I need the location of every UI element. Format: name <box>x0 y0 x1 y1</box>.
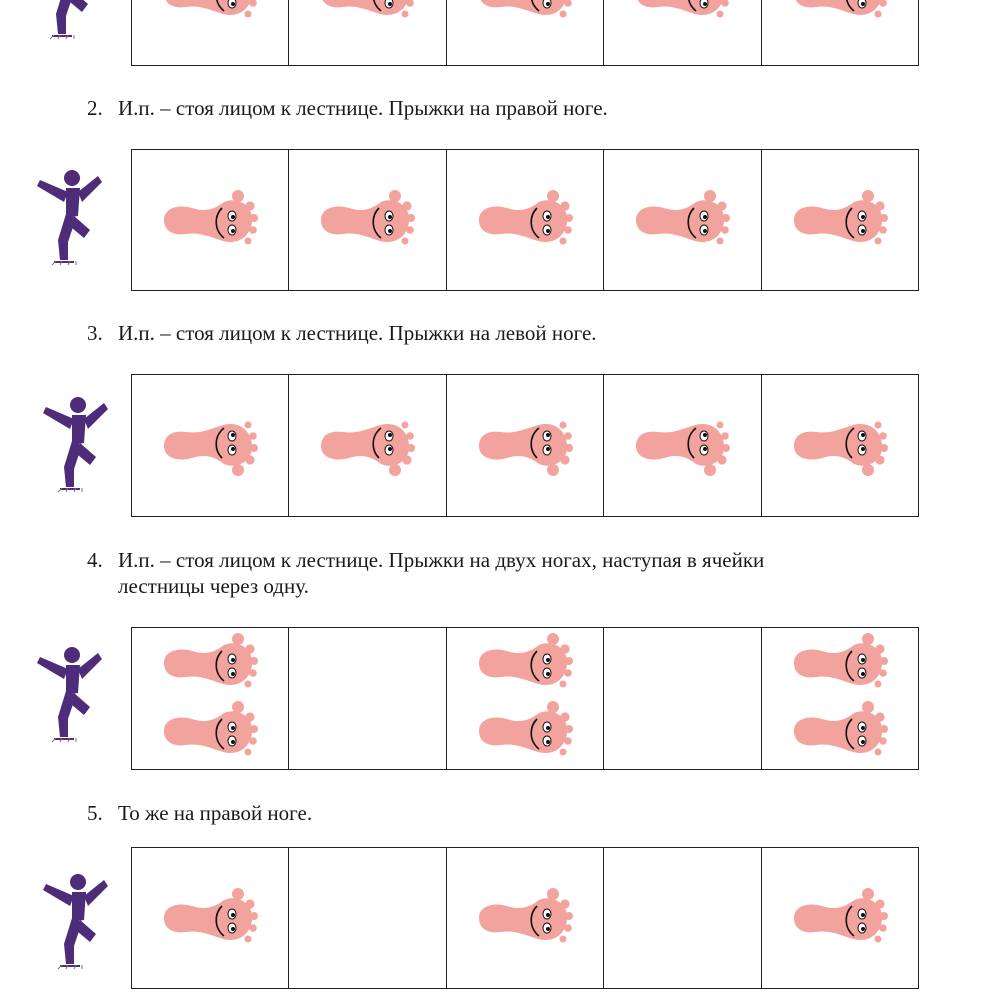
ladder-grid-5 <box>131 847 919 989</box>
ladder-cell <box>761 848 918 988</box>
footprint-icon <box>156 0 260 23</box>
footprint <box>471 633 575 693</box>
ladder-cell <box>132 150 288 290</box>
instruction-number: 5. <box>87 801 103 825</box>
footprint-icon <box>471 701 575 761</box>
instruction-4 <box>87 547 765 598</box>
footprint-icon <box>156 701 260 761</box>
ladder-grid-2 <box>131 149 919 291</box>
footprint <box>628 0 732 23</box>
footprint-icon <box>628 0 732 23</box>
footprint <box>156 633 260 693</box>
footprint <box>471 190 575 250</box>
ladder-cell <box>132 0 288 65</box>
footprint-icon <box>628 190 732 250</box>
ladder-cell <box>288 375 445 516</box>
footprint <box>786 0 890 23</box>
footprint-icon <box>471 0 575 23</box>
ladder-cell <box>446 848 603 988</box>
footprint-icon <box>786 0 890 23</box>
footprint-icon <box>786 888 890 948</box>
footprint <box>786 416 890 476</box>
instruction-3 <box>87 320 597 346</box>
footprint <box>156 0 260 23</box>
footprint-icon <box>313 416 417 476</box>
footprint-icon <box>156 190 260 250</box>
footprint <box>471 416 575 476</box>
footprint-icon <box>628 416 732 476</box>
footprint <box>786 701 890 761</box>
footprint-icon <box>786 633 890 693</box>
ladder-cell <box>446 0 603 65</box>
instruction-number: 4. <box>87 548 103 572</box>
jumper-figure-5 <box>38 872 108 972</box>
footprint <box>156 888 260 948</box>
footprint <box>156 701 260 761</box>
jumper-figure-1 <box>30 0 100 42</box>
jumping-figure-icon <box>30 0 100 42</box>
instruction-text: И.п. – стоя лицом к лестнице. Прыжки на двух ногах, наступая в ячейки <box>118 548 765 572</box>
footprint <box>786 190 890 250</box>
footprint <box>313 0 417 23</box>
footprint <box>313 190 417 250</box>
instruction-text: То же на правой ноге. <box>118 801 313 825</box>
footprint-icon <box>786 416 890 476</box>
footprint <box>628 416 732 476</box>
ladder-cell <box>288 150 445 290</box>
footprint-icon <box>471 416 575 476</box>
footprint-icon <box>313 0 417 23</box>
jumper-figure-3 <box>38 395 108 495</box>
instruction-2 <box>87 95 608 121</box>
footprint <box>471 888 575 948</box>
footprint-icon <box>471 633 575 693</box>
jumping-figure-icon <box>38 872 108 972</box>
footprint-icon <box>313 190 417 250</box>
ladder-grid-3 <box>131 374 919 517</box>
footprint <box>786 888 890 948</box>
footprint-icon <box>156 416 260 476</box>
ladder-cell <box>761 0 918 65</box>
jumping-figure-icon <box>38 395 108 495</box>
ladder-cell <box>603 0 760 65</box>
jumper-figure-4 <box>32 645 102 745</box>
ladder-cell <box>446 150 603 290</box>
instruction-text: И.п. – стоя лицом к лестнице. Прыжки на правой ноге. <box>118 96 608 120</box>
ladder-grid-1 <box>131 0 919 66</box>
footprint <box>471 0 575 23</box>
footprint-icon <box>786 701 890 761</box>
ladder-cell <box>288 848 445 988</box>
footprint <box>471 701 575 761</box>
jumping-figure-icon <box>32 645 102 745</box>
ladder-cell <box>288 628 445 769</box>
ladder-cell <box>446 375 603 516</box>
ladder-cell <box>132 848 288 988</box>
ladder-cell <box>603 150 760 290</box>
footprint <box>156 190 260 250</box>
jumper-figure-2 <box>32 168 102 268</box>
footprint-icon <box>471 190 575 250</box>
ladder-cell <box>446 628 603 769</box>
instruction-number: 2. <box>87 96 103 120</box>
instruction-text-continued: лестницы через одну. <box>118 574 309 598</box>
footprint-icon <box>156 633 260 693</box>
footprint-icon <box>471 888 575 948</box>
ladder-cell <box>761 375 918 516</box>
ladder-cell <box>761 150 918 290</box>
instruction-5 <box>87 800 312 826</box>
footprint <box>156 416 260 476</box>
footprint <box>786 633 890 693</box>
footprint-icon <box>786 190 890 250</box>
instruction-text: И.п. – стоя лицом к лестнице. Прыжки на левой ноге. <box>118 321 597 345</box>
ladder-cell <box>288 0 445 65</box>
instruction-number: 3. <box>87 321 103 345</box>
ladder-cell <box>761 628 918 769</box>
footprint <box>313 416 417 476</box>
ladder-cell <box>603 848 760 988</box>
footprint <box>628 190 732 250</box>
ladder-cell <box>132 375 288 516</box>
ladder-grid-4 <box>131 627 919 770</box>
ladder-cell <box>603 375 760 516</box>
ladder-cell <box>603 628 760 769</box>
footprint-icon <box>156 888 260 948</box>
jumping-figure-icon <box>32 168 102 268</box>
ladder-cell <box>132 628 288 769</box>
